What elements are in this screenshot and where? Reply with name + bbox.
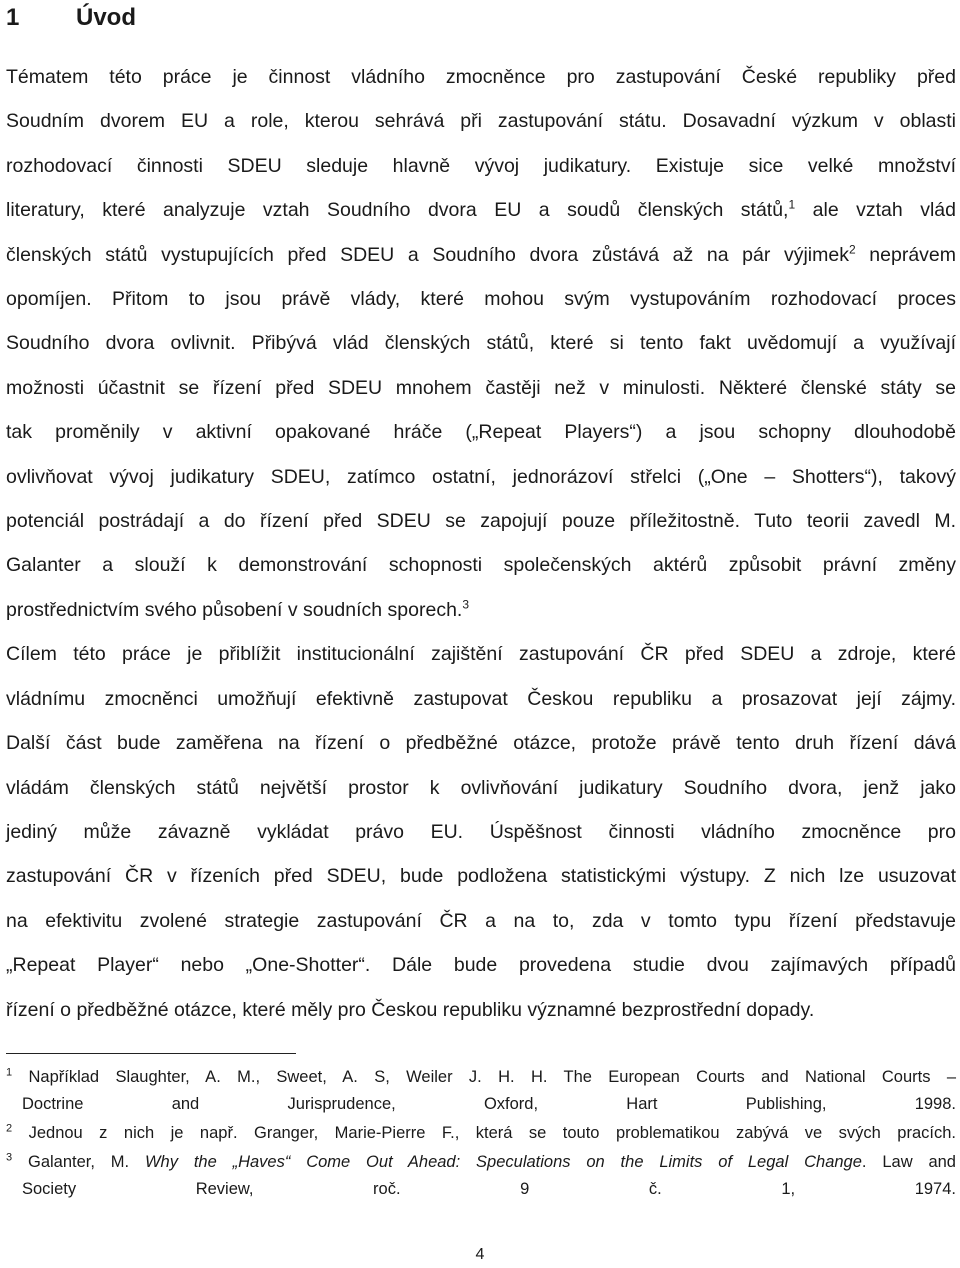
paragraph — [6, 632, 956, 1032]
paragraph — [6, 55, 956, 632]
footnote-reference: 1 — [788, 197, 796, 212]
text-line: vládnímu zmocněnci umožňují efektivně zastupovat Českou republiku a prosazovat její zájmy. — [6, 687, 956, 710]
text-line: Soudního dvora ovlivnit. Přibývá vlád členských států, které si tento fakt uvědomují a využívají — [6, 332, 956, 355]
footnote-2 — [6, 1120, 956, 1147]
chapter-heading — [6, 0, 136, 36]
body-text — [6, 55, 956, 1032]
footnote-text: Doctrine and Jurisprudence, Oxford, Hart Publishing, 1998. — [22, 1095, 956, 1113]
text-line: vládám členských států největší prostor k ovlivňování judikatury Soudního dvora, jenž jako — [6, 776, 956, 799]
footnote-text: . Law and — [861, 1153, 956, 1171]
text-line: Cílem této práce je přiblížit institucionální zajištění zastupování ČR před SDEU a zdroje, které — [6, 643, 956, 666]
footnote-text: Například Slaughter, A. M., Sweet, A. S, Weiler J. H. H. The European Courts and National Courts – — [28, 1068, 956, 1086]
footnote-separator — [6, 1053, 296, 1054]
chapter-title: Úvod — [76, 4, 136, 31]
text-line: opomíjen. Přitom to jsou právě vlády, které mohou svým vystupováním rozhodovací proces — [6, 288, 956, 311]
text-line: členských států vystupujících před SDEU a Soudního dvora zůstává až na pár výjimek$^2$ neprávem — [6, 242, 956, 266]
text-line: literatury, které analyzuje vztah Soudního dvora EU a soudů členských států,$^1$ ale vztah vlád — [6, 197, 956, 222]
footnote-text: Galanter, M. — [27, 1153, 145, 1171]
footnotes — [6, 1064, 956, 1205]
text-line: Další část bude zaměřena na řízení o předběžné otázce, protože právě tento druh řízení dává — [6, 732, 956, 755]
page-number: 4 — [475, 1246, 485, 1263]
footnote-mark: 3 — [6, 1151, 13, 1164]
footnote-text: Jednou z nich je např. Granger, Marie-Pierre F., která se touto problematikou zabývá ve svých pracích. — [28, 1124, 956, 1142]
text-line: Tématem této práce je činnost vládního zmocněnce pro zastupování České republiky před — [6, 66, 956, 88]
text-line: zastupování ČR v řízeních před SDEU, bude podložena statistickými výstupy. Z nich lze usuzovat — [6, 865, 956, 888]
footnote-mark: 2 — [6, 1122, 13, 1135]
text-line: řízení o předběžné otázce, které měly pro Českou republiku významné bezprostřední dopady. — [6, 998, 815, 1021]
footnote-text: Society Review, roč. 9 č. 1, 1974. — [22, 1180, 956, 1198]
text-line: jediný může závazně vykládat právo EU. Úspěšnost činnosti vládního zmocněnce pro — [6, 820, 956, 843]
text-line: možnosti účastnit se řízení před SDEU mnohem častěji než v minulosti. Některé členské státy se — [6, 376, 956, 399]
chapter-number: 1 — [6, 4, 20, 31]
text-line: rozhodovací činnosti SDEU sleduje hlavně vývoj judikatury. Existuje sice velké množství — [6, 154, 956, 177]
footnote-1 — [6, 1064, 956, 1118]
cited-title: Why the „Haves“ Come Out Ahead: Speculations on the Limits of Legal Change — [144, 1153, 862, 1171]
text-line: „Repeat Player“ nebo „One-Shotter“. Dále bude provedena studie dvou zajímavých případů — [6, 954, 956, 977]
footnote-mark: 1 — [6, 1066, 13, 1079]
text-line: na efektivitu zvolené strategie zastupování ČR a na to, zda v tomto typu řízení představuje — [6, 909, 956, 932]
text-line: Soudním dvorem EU a role, kterou sehrává při zastupování státu. Dosavadní výzkum v oblasti — [6, 110, 956, 133]
footnote-3 — [6, 1149, 956, 1203]
footnote-reference: 3 — [462, 597, 470, 612]
text-line: potenciál postrádají a do řízení před SDEU se zapojují pouze příležitostně. Tuto teorii zavedl M. — [6, 510, 956, 533]
footnote-reference: 2 — [848, 242, 856, 257]
text-line: prostřednictvím svého působení v soudních sporech.$^3$ — [6, 597, 470, 621]
text-line: tak proměnily v aktivní opakované hráče („Repeat Players“) a jsou schopny dlouhodobě — [6, 421, 956, 444]
text-line: Galanter a slouží k demonstrování schopnosti společenských aktérů způsobit právní změny — [6, 554, 956, 577]
text-line: ovlivňovat vývoj judikatury SDEU, zatímco ostatní, jednorázoví střelci („One – Shotters“), takový — [6, 465, 956, 488]
